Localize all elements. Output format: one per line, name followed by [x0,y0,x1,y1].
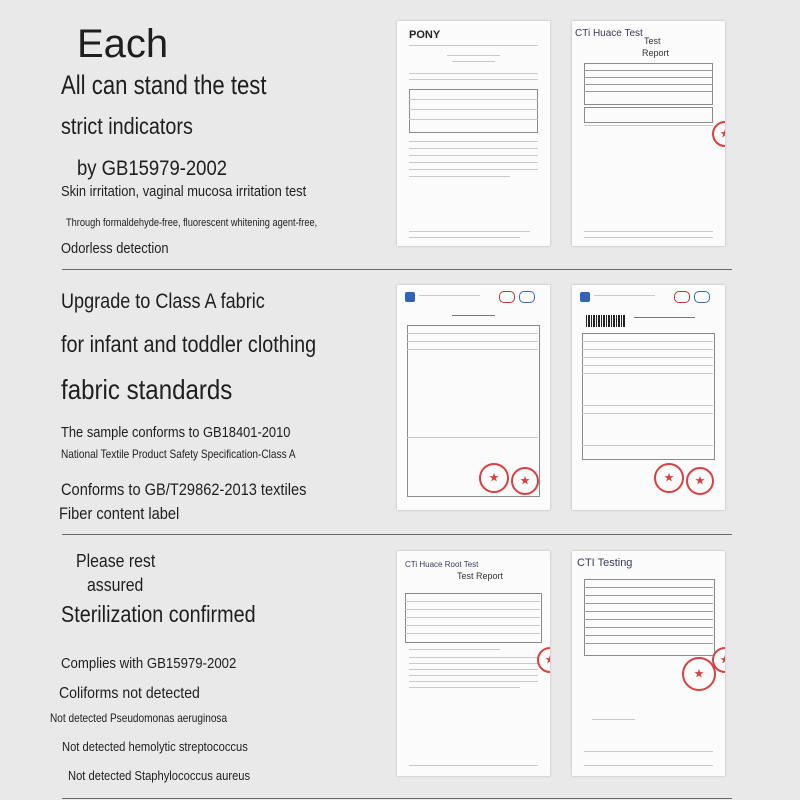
section2-line6: Conforms to GB/T29862-2013 textiles [61,480,307,499]
section1-line6: Odorless detection [61,240,169,257]
red-seal-icon [682,657,716,691]
section3-line7: Not detected hemolytic streptococcus [62,739,248,754]
section2-report-right [572,285,725,510]
section1-title: Each [77,22,169,66]
section2-line1: Upgrade to Class A fabric [61,290,265,313]
section1-line1: All can stand the test [61,70,267,100]
red-seal-icon [511,467,539,495]
red-seal-icon [479,463,509,493]
section3-line5: Coliforms not detected [59,685,200,702]
section2-line3: fabric standards [61,374,233,405]
section3-line3: Sterilization confirmed [61,601,256,627]
red-seal-icon [654,463,684,493]
section2-report-left [397,285,550,510]
section1-line4: Skin irritation, vaginal mucosa irritation test [61,183,307,200]
cnas-logo-icon [694,291,710,303]
cma-logo-icon [499,291,515,303]
section-divider-1 [62,269,732,270]
red-seal-icon [712,121,725,147]
barcode-icon [586,315,626,327]
report-title: Test Report [457,571,504,581]
red-seal-icon [537,647,550,673]
section2-line2: for infant and toddler clothing [61,331,317,357]
section1-line3: by GB15979-2002 [77,157,228,180]
section2-line7: Fiber content label [59,504,180,523]
section3-line8: Not detected Staphylococcus aureus [68,768,251,783]
section3-report-left [397,551,550,776]
section-divider-3 [62,798,732,799]
cnas-logo-icon [519,291,535,303]
gttc-logo-icon [580,292,590,302]
cti-logo: CTI Testing [577,557,633,569]
cma-logo-icon [674,291,690,303]
report-title-test: Test [644,36,661,46]
gttc-logo-icon [405,292,415,302]
section1-report-left [397,21,550,246]
section3-line2: assured [87,575,144,595]
section3-report-right [572,551,725,776]
section3-line1: Please rest [76,551,156,571]
section1-line5: Through formaldehyde-free, fluorescent whitening agent-free, [66,217,318,229]
section2-line4: The sample conforms to GB18401-2010 [61,424,291,441]
report-title-report: Report [642,48,670,58]
cti-logo: CTi Huace Root Test [405,560,479,569]
section1-line2: strict indicators [61,113,193,139]
pony-logo: PONY [409,29,441,41]
cti-logo: CTi Huace Test [575,28,643,39]
section3-line4: Complies with GB15979-2002 [61,655,237,672]
section-divider-2 [62,534,732,535]
section3-line6: Not detected Pseudomonas aeruginosa [50,711,228,725]
section1-report-right [572,21,725,246]
section2-line5: National Textile Product Safety Specification-Class A [61,447,296,461]
red-seal-icon [686,467,714,495]
